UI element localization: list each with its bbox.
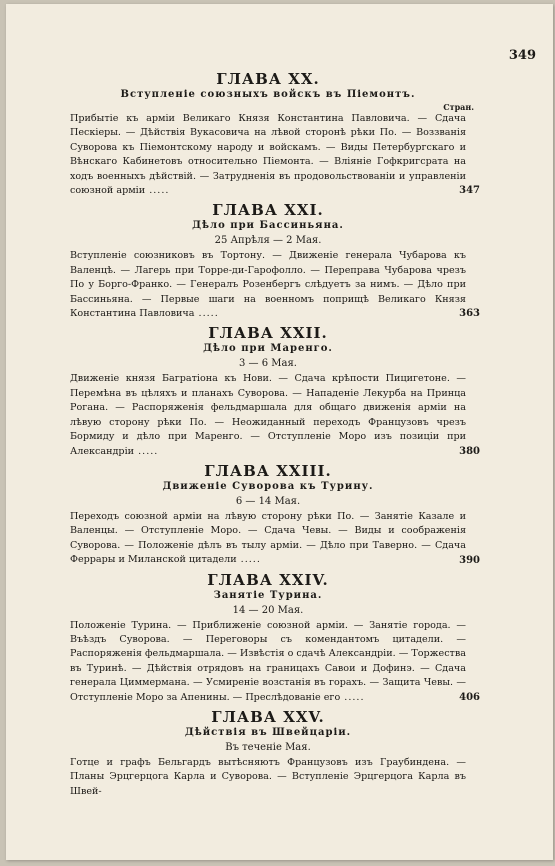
chapter-summary: Переходъ союзной арміи на лѣвую сторону рѣки По. — Занятіе Казале и Валенцы. — Отступленіе Моро. — Сдача Чевы. — Виды и соображенія Суворова. — Положеніе дѣлъ въ тылу арміи. — Дѣло при Таверно. — Сдача Феррары и Миланской цитадели ..... — [70, 510, 466, 566]
chapter-title: ГЛАВА XXIV. — [207, 570, 329, 589]
chapter-date: 25 Апрѣля — 2 Мая. — [214, 235, 322, 247]
chapter-title: ГЛАВА XXIII. — [204, 461, 332, 480]
chapter-summary: Движеніе князя Багратіона къ Нови. — Сдача крѣпости Пицигетоне. — Перемѣна въ цѣляхъ и планахъ Суворова. — Нападеніе Лекурба на Принца Рогана. — Распоряженія фельдмаршала для общаго движенія арміи на лѣвую сторону рѣки По. — Неожиданный переходъ Французовъ чрезъ Бормиду и дѣло при Маренго. — Отступленіе Моро изъ позиціи при Александріи ..... — [70, 373, 466, 457]
chapter-subtitle: Дѣйствія въ Швейцаріи. — [184, 726, 352, 738]
page-reference: 347 — [459, 185, 480, 197]
chapter-date: 14 — 20 Мая. — [232, 604, 304, 616]
chapter-entry — [70, 112, 480, 198]
dot-leader: ..... — [340, 691, 365, 703]
chapter-date: 6 — 14 Мая. — [235, 495, 301, 507]
chapter-entry — [70, 372, 480, 458]
chapter-title: ГЛАВА XXI. — [212, 201, 324, 220]
chapter-subtitle: Дѣло при Маренго. — [203, 343, 333, 355]
chapter-subtitle: Вступленіе союзныхъ войскъ въ Піемонтъ. — [120, 89, 416, 100]
table-of-contents — [70, 70, 480, 802]
chapter-21 — [70, 201, 480, 321]
chapter-date: 3 — 6 Мая. — [239, 358, 297, 370]
book-page — [6, 4, 553, 860]
chapter-entry — [70, 249, 480, 321]
chapter-24 — [70, 570, 480, 705]
chapter-summary: Готце и графъ Бельгардъ вытѣсняютъ Французовъ изъ Граубиндена. — Планы Эрцгерцога Карла и Суворова. — Вступленіе Эрцгерцога Карла въ Швей- — [70, 756, 466, 797]
chapter-summary: Положеніе Турина. — Приближеніе союзной арміи. — Занятіе города. — Въѣздъ Суворова. — Переговоры съ комендантомъ цитадели. — Распоряженія фельдмаршала. — Извѣстія о сдачѣ Александріи. — Торжества въ Туринѣ. — Дѣйствія отрядовъ на границахъ Савои и Дофинэ. — Сдача генерала Циммермана. — Усмиреніе возстанія въ горахъ. — Защита Чевы. — Отступленіе Моро за Апенины. — Преслѣдованіе его ..... — [70, 619, 466, 703]
chapter-title: ГЛАВА ХХ. — [216, 70, 320, 88]
chapter-summary: Прибытіе къ арміи Великаго Князя Константина Павловича. — Сдача Пескіеры. — Дѣйствія Вукасовича на лѣвой сторонѣ рѣки По. — Воззванія Суворова къ Піемонтскому народу и войскамъ. — Виды Петербургскаго и Вѣнскаго Кабинетовъ относительно Піемонта. — Вліяніе Гофкригсрата на ходъ военныхъ дѣйствій. — Затрудненія въ продовольствованіи и управленіи союзной арміи ..... — [70, 113, 466, 197]
dot-leader: ..... — [134, 445, 159, 457]
dot-leader: ..... — [236, 554, 261, 566]
chapter-date: Въ теченіе Мая. — [225, 741, 311, 753]
chapter-entry — [70, 619, 480, 705]
chapter-20 — [70, 70, 480, 198]
chapter-subtitle: Движеніе Суворова къ Турину. — [162, 480, 374, 492]
chapter-25 — [70, 708, 466, 799]
dot-leader: ..... — [145, 185, 170, 197]
column-label: Стран. — [443, 102, 474, 112]
chapter-entry — [70, 510, 480, 568]
chapter-22 — [70, 324, 480, 458]
chapter-title: ГЛАВА XXV. — [211, 707, 325, 726]
chapter-23 — [70, 461, 480, 568]
page-reference: 363 — [459, 308, 480, 320]
page-reference: 380 — [459, 445, 480, 457]
chapter-subtitle: Дѣло при Бассиньяна. — [192, 220, 344, 232]
page-number: 349 — [508, 48, 536, 63]
chapter-title: ГЛАВА XXII. — [208, 324, 328, 343]
page-reference: 390 — [459, 554, 480, 566]
chapter-subtitle: Занятіе Турина. — [213, 589, 323, 601]
chapter-entry — [70, 756, 466, 799]
page-reference: 406 — [459, 691, 480, 703]
dot-leader: ..... — [194, 308, 219, 320]
chapter-summary: Вступленіе союзниковъ въ Тортону. — Движеніе генерала Чубарова къ Валенцѣ. — Лагерь при Торре-ди-Гарофолло. — Переправа Чубарова чрезъ По у Борго-Франко. — Генералъ Розенбергъ слѣдуетъ за нимъ. — Дѣло при Бассиньяна. — Первые шаги на военномъ поприщѣ Великаго Князя Константина Павловича ..... — [70, 250, 466, 320]
